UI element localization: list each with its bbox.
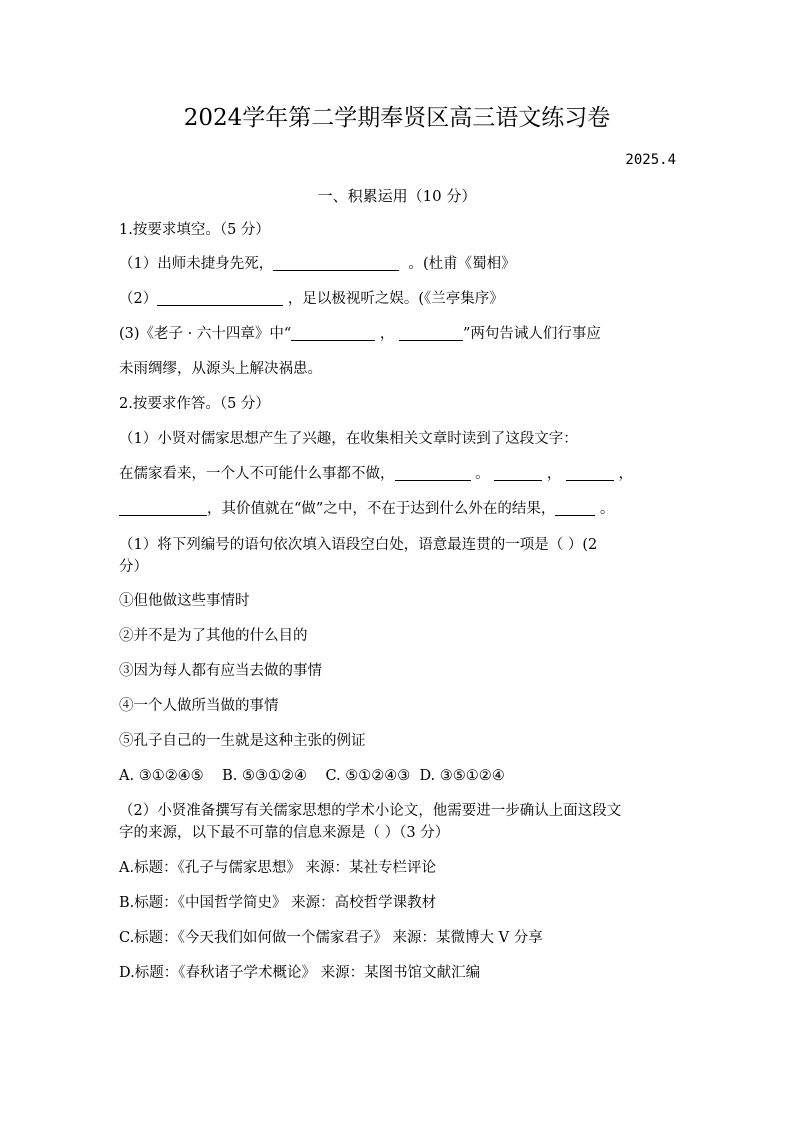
section-heading: 一、积累运用（10 分）: [317, 187, 477, 205]
answer-option-c[interactable]: C.标题：《今天我们如何做一个儒家君子》 来源：某微博大 V 分享: [119, 930, 543, 946]
fill-blank[interactable]: [566, 464, 614, 481]
item-2-text-b: ，足以极视听之娱。(《兰亭集序》: [287, 291, 504, 307]
fill-blank[interactable]: [291, 324, 375, 341]
option-sentence: ②并不是为了其他的什么目的: [119, 628, 308, 644]
item-1-text-b: 。(杜甫《蜀相》: [408, 256, 516, 272]
question-2-intro: （1）小贤对儒家思想产生了兴趣，在收集相关文章时读到了这段文字：: [119, 431, 578, 447]
passage-line-2: [119, 498, 679, 520]
passage-text: 在儒家看来，一个人不可能什么事都不做，: [119, 466, 395, 482]
fill-blank[interactable]: [555, 499, 595, 516]
exam-date: 2025.4: [625, 152, 676, 168]
page-title: 2024学年第二学期奉贤区高三语文练习卷: [183, 105, 611, 131]
fill-blank[interactable]: [273, 254, 399, 271]
option-sentence: ③因为每人都有应当去做的事情: [119, 663, 322, 679]
item-3-text-b: ，: [379, 326, 395, 342]
fill-blank[interactable]: [157, 289, 283, 306]
fill-blank[interactable]: [399, 324, 463, 341]
passage-text: 。: [475, 466, 490, 482]
sub-question-1: （1）将下列编号的语句依次填入语段空白处，语意最连贯的一项是（ ）(2: [119, 537, 598, 553]
sub-question-1-cont: 分）: [119, 559, 148, 575]
passage-text: 。: [599, 501, 615, 517]
choice-a[interactable]: A. ③①②④⑤: [119, 768, 204, 784]
answer-option-d[interactable]: D.标题：《春秋诸子学术概论》 来源：某图书馆文献汇编: [119, 965, 481, 981]
item-3-text-a: (3)《老子 · 六十四章》中“: [119, 326, 292, 342]
item-3-text-c: ”两句告诫人们行事应: [463, 326, 601, 342]
question-1-item-3-cont: 未雨绸缪，从源头上解决祸患。: [119, 361, 322, 377]
question-1-heading: 1.按要求填空。（5 分）: [119, 222, 270, 238]
passage-text: ，: [546, 466, 562, 482]
item-1-text-a: （1）出师未捷身先死，: [119, 256, 274, 272]
question-1-item-3: [119, 323, 679, 345]
fill-blank[interactable]: [119, 499, 207, 516]
sub-question-2-cont: 字的来源，以下最不可靠的信息来源是（ ）（3 分）: [119, 825, 450, 841]
option-sentence: ④一个人做所当做的事情: [119, 698, 279, 714]
choice-b[interactable]: B. ⑤③①②④: [222, 768, 307, 784]
question-2-heading: 2.按要求作答。（5 分）: [119, 396, 270, 412]
choice-c[interactable]: C. ⑤①②④③: [325, 768, 411, 784]
fill-blank[interactable]: [494, 464, 542, 481]
question-1-item-1: [119, 253, 679, 275]
sub-question-2: （2）小贤准备撰写有关儒家思想的学术小论文，他需要进一步确认上面这段文: [119, 803, 622, 819]
item-2-text-a: （2）: [119, 291, 158, 307]
fill-blank[interactable]: [395, 464, 471, 481]
choice-row: [119, 765, 679, 787]
passage-text: ，其价值就在“做”之中，不在于达到什么外在的结果，: [207, 501, 556, 517]
passage-line-1: [119, 463, 679, 485]
passage-text: ，: [618, 466, 634, 482]
answer-option-b[interactable]: B.标题：《中国哲学简史》 来源：高校哲学课教材: [119, 895, 437, 911]
option-sentence: ⑤孔子自己的一生就是这种主张的例证: [119, 733, 366, 749]
option-sentence: ①但他做这些事情时: [119, 593, 250, 609]
answer-option-a[interactable]: A.标题：《孔子与儒家思想》 来源：某社专栏评论: [119, 860, 436, 876]
choice-d[interactable]: D. ③⑤①②④: [419, 768, 505, 784]
question-1-item-2: [119, 288, 679, 310]
